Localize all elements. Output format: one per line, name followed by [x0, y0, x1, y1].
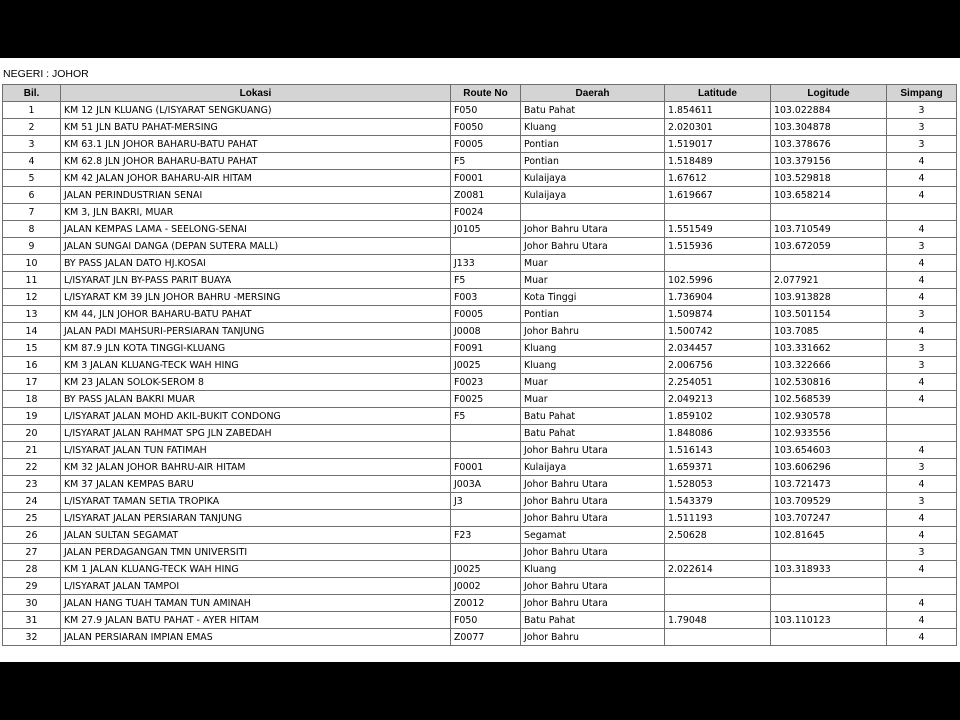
simpang-cell: 4	[887, 612, 957, 629]
simpang-cell: 4	[887, 527, 957, 544]
route-no-cell: J0025	[451, 357, 521, 374]
latitude-cell	[665, 204, 771, 221]
bil-cell: 19	[3, 408, 61, 425]
latitude-cell: 1.848086	[665, 425, 771, 442]
simpang-cell: 4	[887, 289, 957, 306]
table-row	[3, 102, 957, 119]
daerah-cell: Johor Bahru Utara	[521, 595, 665, 612]
simpang-cell: 4	[887, 153, 957, 170]
route-no-cell: F0050	[451, 119, 521, 136]
latitude-cell: 1.519017	[665, 136, 771, 153]
logitude-cell: 103.331662	[771, 340, 887, 357]
route-no-cell: F003	[451, 289, 521, 306]
daerah-cell: Kulaijaya	[521, 459, 665, 476]
col-header-daerah: Daerah	[521, 85, 665, 102]
bil-cell: 20	[3, 425, 61, 442]
daerah-cell: Kulaijaya	[521, 187, 665, 204]
latitude-cell: 2.50628	[665, 527, 771, 544]
lokasi-cell: KM 12 JLN KLUANG (L/ISYARAT SENGKUANG)	[61, 102, 451, 119]
lokasi-cell: KM 23 JALAN SOLOK-SEROM 8	[61, 374, 451, 391]
simpang-cell: 3	[887, 544, 957, 561]
logitude-cell: 103.672059	[771, 238, 887, 255]
logitude-cell: 102.81645	[771, 527, 887, 544]
bil-cell: 32	[3, 629, 61, 646]
daerah-cell	[521, 204, 665, 221]
logitude-cell: 102.933556	[771, 425, 887, 442]
simpang-cell: 4	[887, 561, 957, 578]
daerah-cell: Johor Bahru Utara	[521, 221, 665, 238]
table-row	[3, 374, 957, 391]
latitude-cell: 1.854611	[665, 102, 771, 119]
latitude-cell: 1.67612	[665, 170, 771, 187]
col-header-lokasi: Lokasi	[61, 85, 451, 102]
bil-cell: 22	[3, 459, 61, 476]
table-row	[3, 595, 957, 612]
simpang-cell: 3	[887, 102, 957, 119]
logitude-cell: 102.530816	[771, 374, 887, 391]
col-header-bil: Bil.	[3, 85, 61, 102]
latitude-cell: 1.859102	[665, 408, 771, 425]
table-row	[3, 612, 957, 629]
lokasi-cell: BY PASS JALAN DATO HJ.KOSAI	[61, 255, 451, 272]
daerah-cell: Kluang	[521, 561, 665, 578]
lokasi-cell: KM 1 JALAN KLUANG-TECK WAH HING	[61, 561, 451, 578]
latitude-cell: 2.254051	[665, 374, 771, 391]
logitude-cell: 2.077921	[771, 272, 887, 289]
route-no-cell	[451, 510, 521, 527]
simpang-cell	[887, 204, 957, 221]
lokasi-cell: KM 3, JLN BAKRI, MUAR	[61, 204, 451, 221]
lokasi-cell: L/ISYARAT JALAN RAHMAT SPG JLN ZABEDAH	[61, 425, 451, 442]
table-row	[3, 289, 957, 306]
route-no-cell: F0005	[451, 306, 521, 323]
lokasi-cell: KM 42 JALAN JOHOR BAHARU-AIR HITAM	[61, 170, 451, 187]
daerah-cell: Johor Bahru Utara	[521, 578, 665, 595]
col-header-route-no: Route No	[451, 85, 521, 102]
route-no-cell: J0008	[451, 323, 521, 340]
daerah-cell: Johor Bahru Utara	[521, 238, 665, 255]
bil-cell: 16	[3, 357, 61, 374]
route-no-cell: F0025	[451, 391, 521, 408]
lokasi-cell: KM 27.9 JALAN BATU PAHAT - AYER HITAM	[61, 612, 451, 629]
lokasi-cell: BY PASS JALAN BAKRI MUAR	[61, 391, 451, 408]
simpang-cell: 4	[887, 323, 957, 340]
logitude-cell: 103.654603	[771, 442, 887, 459]
simpang-cell: 4	[887, 374, 957, 391]
simpang-cell: 4	[887, 255, 957, 272]
table-row	[3, 340, 957, 357]
route-no-cell: F0001	[451, 459, 521, 476]
latitude-cell: 1.515936	[665, 238, 771, 255]
daerah-cell: Johor Bahru Utara	[521, 476, 665, 493]
simpang-cell: 4	[887, 629, 957, 646]
route-no-cell: Z0012	[451, 595, 521, 612]
lokasi-cell: L/ISYARAT JALAN TAMPOI	[61, 578, 451, 595]
table-body	[3, 102, 957, 646]
simpang-cell	[887, 425, 957, 442]
route-no-cell: J133	[451, 255, 521, 272]
table-row	[3, 153, 957, 170]
route-no-cell	[451, 238, 521, 255]
table-row	[3, 459, 957, 476]
table-row	[3, 544, 957, 561]
simpang-cell: 4	[887, 187, 957, 204]
logitude-cell: 102.930578	[771, 408, 887, 425]
simpang-cell: 4	[887, 442, 957, 459]
daerah-cell: Johor Bahru Utara	[521, 493, 665, 510]
latitude-cell: 102.5996	[665, 272, 771, 289]
daerah-cell: Johor Bahru Utara	[521, 544, 665, 561]
table-row	[3, 408, 957, 425]
lokasi-cell: L/ISYARAT JALAN MOHD AKIL-BUKIT CONDONG	[61, 408, 451, 425]
daerah-cell: Johor Bahru Utara	[521, 442, 665, 459]
daerah-cell: Batu Pahat	[521, 408, 665, 425]
bil-cell: 2	[3, 119, 61, 136]
simpang-cell: 4	[887, 510, 957, 527]
daerah-cell: Muar	[521, 374, 665, 391]
latitude-cell	[665, 255, 771, 272]
table-row	[3, 187, 957, 204]
bil-cell: 9	[3, 238, 61, 255]
table-row	[3, 391, 957, 408]
route-no-cell: F0023	[451, 374, 521, 391]
col-header-logitude: Logitude	[771, 85, 887, 102]
logitude-cell	[771, 255, 887, 272]
table-row	[3, 204, 957, 221]
latitude-cell: 1.509874	[665, 306, 771, 323]
table-row	[3, 442, 957, 459]
bil-cell: 31	[3, 612, 61, 629]
daerah-cell: Pontian	[521, 153, 665, 170]
simpang-cell: 4	[887, 170, 957, 187]
logitude-cell: 102.568539	[771, 391, 887, 408]
simpang-cell: 3	[887, 459, 957, 476]
simpang-cell: 3	[887, 357, 957, 374]
bil-cell: 26	[3, 527, 61, 544]
latitude-cell: 1.619667	[665, 187, 771, 204]
latitude-cell: 1.528053	[665, 476, 771, 493]
logitude-cell: 103.110123	[771, 612, 887, 629]
bil-cell: 4	[3, 153, 61, 170]
route-no-cell	[451, 544, 521, 561]
col-header-simpang: Simpang	[887, 85, 957, 102]
lokasi-cell: KM 87.9 JLN KOTA TINGGI-KLUANG	[61, 340, 451, 357]
route-no-cell: Z0077	[451, 629, 521, 646]
simpang-cell: 3	[887, 136, 957, 153]
lokasi-cell: KM 63.1 JLN JOHOR BAHARU-BATU PAHAT	[61, 136, 451, 153]
route-no-cell: F050	[451, 612, 521, 629]
bil-cell: 1	[3, 102, 61, 119]
latitude-cell: 2.006756	[665, 357, 771, 374]
latitude-cell: 2.049213	[665, 391, 771, 408]
table-row	[3, 221, 957, 238]
route-no-cell: J0025	[451, 561, 521, 578]
route-no-cell: F0005	[451, 136, 521, 153]
logitude-cell	[771, 544, 887, 561]
lokasi-cell: L/ISYARAT JALAN PERSIARAN TANJUNG	[61, 510, 451, 527]
bil-cell: 7	[3, 204, 61, 221]
spreadsheet-page	[0, 58, 960, 662]
daerah-cell: Batu Pahat	[521, 612, 665, 629]
lokasi-cell: KM 37 JALAN KEMPAS BARU	[61, 476, 451, 493]
lokasi-cell: JALAN PADI MAHSURI-PERSIARAN TANJUNG	[61, 323, 451, 340]
route-no-cell: F23	[451, 527, 521, 544]
route-no-cell: J3	[451, 493, 521, 510]
logitude-cell: 103.501154	[771, 306, 887, 323]
lokasi-cell: KM 3 JALAN KLUANG-TECK WAH HING	[61, 357, 451, 374]
logitude-cell: 103.913828	[771, 289, 887, 306]
simpang-cell: 4	[887, 595, 957, 612]
simpang-cell: 4	[887, 272, 957, 289]
bil-cell: 27	[3, 544, 61, 561]
bil-cell: 25	[3, 510, 61, 527]
bil-cell: 14	[3, 323, 61, 340]
daerah-cell: Pontian	[521, 306, 665, 323]
bil-cell: 12	[3, 289, 61, 306]
bil-cell: 6	[3, 187, 61, 204]
daerah-cell: Muar	[521, 255, 665, 272]
bil-cell: 15	[3, 340, 61, 357]
table-row	[3, 629, 957, 646]
lokasi-cell: L/ISYARAT TAMAN SETIA TROPIKA	[61, 493, 451, 510]
simpang-cell: 4	[887, 476, 957, 493]
header-row	[3, 85, 957, 102]
logitude-cell	[771, 578, 887, 595]
daerah-cell: Kota Tinggi	[521, 289, 665, 306]
table-row	[3, 561, 957, 578]
bil-cell: 18	[3, 391, 61, 408]
simpang-cell: 3	[887, 238, 957, 255]
bil-cell: 3	[3, 136, 61, 153]
daerah-cell: Batu Pahat	[521, 425, 665, 442]
table-row	[3, 578, 957, 595]
latitude-cell: 1.516143	[665, 442, 771, 459]
simpang-cell: 4	[887, 391, 957, 408]
bil-cell: 13	[3, 306, 61, 323]
bil-cell: 30	[3, 595, 61, 612]
lokasi-cell: JALAN HANG TUAH TAMAN TUN AMINAH	[61, 595, 451, 612]
logitude-cell: 103.379156	[771, 153, 887, 170]
table-row	[3, 510, 957, 527]
table-row	[3, 306, 957, 323]
bil-cell: 8	[3, 221, 61, 238]
route-no-cell	[451, 425, 521, 442]
route-no-cell: J0105	[451, 221, 521, 238]
bil-cell: 21	[3, 442, 61, 459]
logitude-cell: 103.721473	[771, 476, 887, 493]
lokasi-cell: JALAN PERINDUSTRIAN SENAI	[61, 187, 451, 204]
route-no-cell: J003A	[451, 476, 521, 493]
latitude-cell: 1.518489	[665, 153, 771, 170]
simpang-cell: 3	[887, 340, 957, 357]
lokasi-cell: KM 51 JLN BATU PAHAT-MERSING	[61, 119, 451, 136]
simpang-cell: 4	[887, 221, 957, 238]
latitude-cell: 1.79048	[665, 612, 771, 629]
logitude-cell	[771, 629, 887, 646]
bil-cell: 10	[3, 255, 61, 272]
simpang-cell	[887, 578, 957, 595]
daerah-cell: Johor Bahru	[521, 629, 665, 646]
logitude-cell: 103.318933	[771, 561, 887, 578]
lokasi-cell: JALAN SULTAN SEGAMAT	[61, 527, 451, 544]
table-row	[3, 119, 957, 136]
logitude-cell: 103.709529	[771, 493, 887, 510]
route-no-cell: F0091	[451, 340, 521, 357]
latitude-cell: 1.543379	[665, 493, 771, 510]
latitude-cell: 1.736904	[665, 289, 771, 306]
lokasi-cell: KM 44, JLN JOHOR BAHARU-BATU PAHAT	[61, 306, 451, 323]
lokasi-cell: JALAN SUNGAI DANGA (DEPAN SUTERA MALL)	[61, 238, 451, 255]
latitude-cell	[665, 595, 771, 612]
bil-cell: 5	[3, 170, 61, 187]
logitude-cell: 103.658214	[771, 187, 887, 204]
daerah-cell: Kluang	[521, 357, 665, 374]
table-row	[3, 493, 957, 510]
table-row	[3, 323, 957, 340]
logitude-cell	[771, 595, 887, 612]
logitude-cell: 103.710549	[771, 221, 887, 238]
bil-cell: 29	[3, 578, 61, 595]
state-heading: NEGERI : JOHOR	[3, 68, 89, 80]
table-row	[3, 527, 957, 544]
latitude-cell: 1.551549	[665, 221, 771, 238]
latitude-cell: 2.022614	[665, 561, 771, 578]
daerah-cell: Kluang	[521, 119, 665, 136]
latitude-cell	[665, 578, 771, 595]
table-row	[3, 136, 957, 153]
route-no-cell: F5	[451, 408, 521, 425]
logitude-cell: 103.529818	[771, 170, 887, 187]
latitude-cell: 1.659371	[665, 459, 771, 476]
daerah-cell: Kluang	[521, 340, 665, 357]
lokasi-cell: KM 62.8 JLN JOHOR BAHARU-BATU PAHAT	[61, 153, 451, 170]
latitude-cell: 1.511193	[665, 510, 771, 527]
route-no-cell: F5	[451, 153, 521, 170]
simpang-cell: 3	[887, 493, 957, 510]
logitude-cell: 103.606296	[771, 459, 887, 476]
junction-table	[2, 84, 957, 646]
daerah-cell: Batu Pahat	[521, 102, 665, 119]
daerah-cell: Johor Bahru Utara	[521, 510, 665, 527]
lokasi-cell: KM 32 JALAN JOHOR BAHRU-AIR HITAM	[61, 459, 451, 476]
table-row	[3, 272, 957, 289]
bil-cell: 28	[3, 561, 61, 578]
simpang-cell: 3	[887, 119, 957, 136]
daerah-cell: Johor Bahru	[521, 323, 665, 340]
simpang-cell: 3	[887, 306, 957, 323]
daerah-cell: Muar	[521, 391, 665, 408]
table-row	[3, 357, 957, 374]
lokasi-cell: JALAN PERDAGANGAN TMN UNIVERSITI	[61, 544, 451, 561]
table-row	[3, 238, 957, 255]
daerah-cell: Muar	[521, 272, 665, 289]
route-no-cell: F0024	[451, 204, 521, 221]
lokasi-cell: JALAN PERSIARAN IMPIAN EMAS	[61, 629, 451, 646]
bil-cell: 24	[3, 493, 61, 510]
table-row	[3, 170, 957, 187]
lokasi-cell: L/ISYARAT JLN BY-PASS PARIT BUAYA	[61, 272, 451, 289]
lokasi-cell: L/ISYARAT KM 39 JLN JOHOR BAHRU -MERSING	[61, 289, 451, 306]
route-no-cell	[451, 442, 521, 459]
latitude-cell: 2.034457	[665, 340, 771, 357]
lokasi-cell: L/ISYARAT JALAN TUN FATIMAH	[61, 442, 451, 459]
lokasi-cell: JALAN KEMPAS LAMA - SEELONG-SENAI	[61, 221, 451, 238]
table-row	[3, 425, 957, 442]
bil-cell: 11	[3, 272, 61, 289]
logitude-cell: 103.7085	[771, 323, 887, 340]
daerah-cell: Pontian	[521, 136, 665, 153]
daerah-cell: Kulaijaya	[521, 170, 665, 187]
daerah-cell: Segamat	[521, 527, 665, 544]
route-no-cell: Z0081	[451, 187, 521, 204]
logitude-cell	[771, 204, 887, 221]
table-row	[3, 255, 957, 272]
logitude-cell: 103.322666	[771, 357, 887, 374]
route-no-cell: F050	[451, 102, 521, 119]
route-no-cell: J0002	[451, 578, 521, 595]
bil-cell: 17	[3, 374, 61, 391]
latitude-cell: 2.020301	[665, 119, 771, 136]
simpang-cell	[887, 408, 957, 425]
latitude-cell: 1.500742	[665, 323, 771, 340]
logitude-cell: 103.022884	[771, 102, 887, 119]
logitude-cell: 103.707247	[771, 510, 887, 527]
route-no-cell: F5	[451, 272, 521, 289]
col-header-latitude: Latitude	[665, 85, 771, 102]
logitude-cell: 103.378676	[771, 136, 887, 153]
latitude-cell	[665, 629, 771, 646]
route-no-cell: F0001	[451, 170, 521, 187]
bil-cell: 23	[3, 476, 61, 493]
latitude-cell	[665, 544, 771, 561]
logitude-cell: 103.304878	[771, 119, 887, 136]
table-row	[3, 476, 957, 493]
